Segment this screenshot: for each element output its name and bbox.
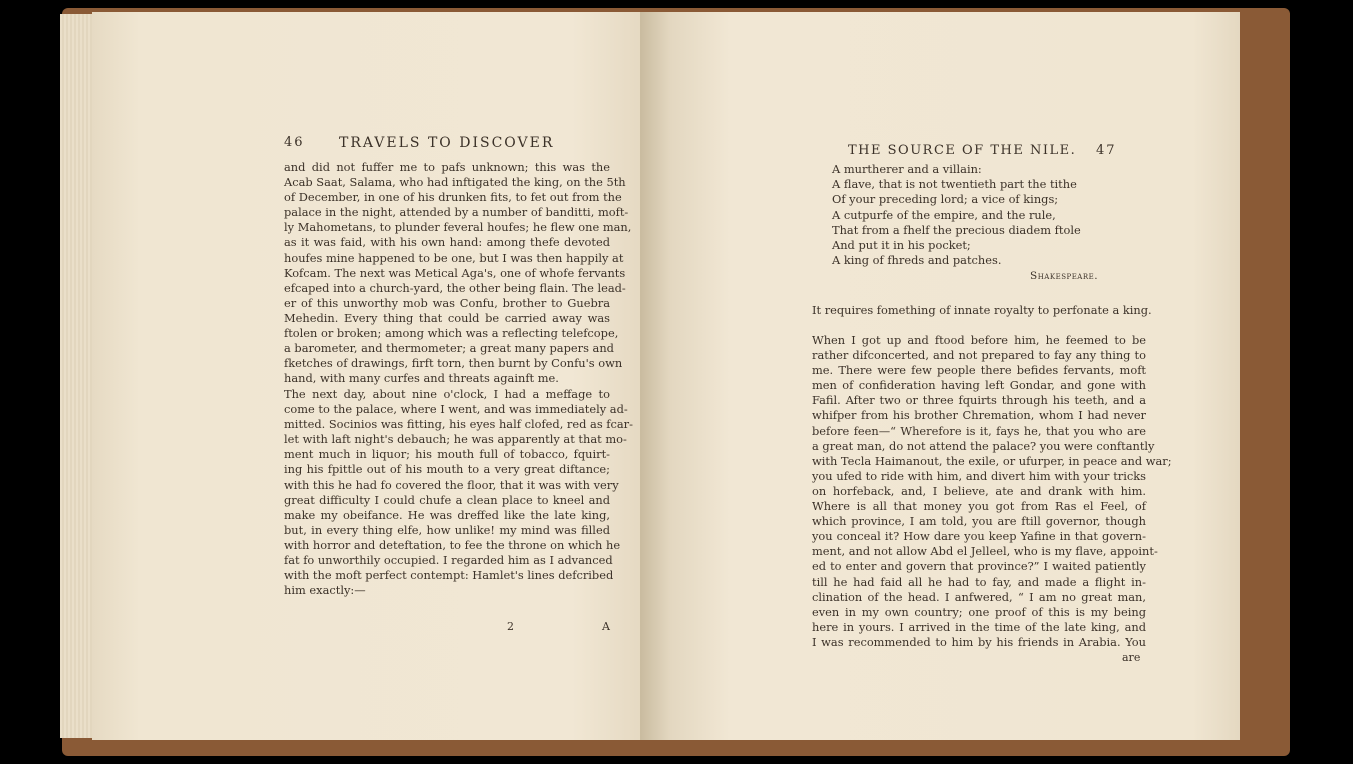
text-line: before feen—“ Wherefore is it, fays he, that you who are [812, 423, 1146, 438]
verse-quotation [832, 162, 1081, 268]
text-line: efcaped into a church-yard, the other being flain. The lead- [284, 280, 626, 295]
text-line: with horror and deteftation, to fee the throne on which he [284, 537, 621, 552]
text-line: houfes mine happened to be one, but I was then happily at [284, 250, 624, 265]
text-line: mitted. Socinios was fitting, his eyes half clofed, red as fcar- [284, 417, 633, 432]
text-line: palace in the night, attended by a number of banditti, moft- [284, 205, 629, 220]
text-line: rather difconcerted, and not prepared to fay any thing to [812, 348, 1146, 363]
text-line: me. There were few people there befides fervants, moft [812, 363, 1146, 378]
text-line: er of this unworthy mob was Confu, brother to Guebra [284, 295, 610, 310]
text-line: great difficulty I could chufe a clean place to kneel and [284, 492, 610, 507]
text-line: Kofcam. The next was Metical Aga's, one of whofe fervants [284, 265, 626, 280]
text-line: It requires fomething of innate royalty to perfonate a king. [812, 303, 1152, 317]
text-line: but, in every thing elfe, how unlike! my mind was filled [284, 522, 610, 537]
text-line: which province, I am told, you are ftill governor, though [812, 514, 1146, 529]
text-line: Fafil. After two or three fquirts through his teeth, and a [812, 393, 1146, 408]
text-line: let with laft night's debauch; he was apparently at that mo- [284, 432, 627, 447]
text-line: whifper from his brother Chremation, whom I had never [812, 408, 1146, 423]
left-paragraph-1 [284, 160, 632, 386]
text-line: make my obeifance. He was dreffed like the late king, [284, 507, 610, 522]
text-line: Mehedin. Every thing that could be carried away was [284, 310, 610, 325]
text-line: and did not fuffer me to pafs unknown; this was the [284, 160, 610, 174]
text-line: here in yours. I arrived in the time of the late king, and [812, 619, 1146, 634]
text-line: ment, and not allow Abd el Jelleel, who is my flave, appoint- [812, 544, 1158, 559]
signature-number: 2 [507, 620, 514, 633]
text-line: with this he had fo covered the floor, that it was with very [284, 477, 619, 492]
left-page [92, 12, 692, 740]
text-line: fat fo unworthily occupied. I regarded him as I advanced [284, 553, 613, 568]
text-line: When I got up and ftood before him, he feemed to be [812, 333, 1146, 347]
text-line: with Tecla Haimanout, the exile, or ufurper, in peace and war; [812, 453, 1172, 468]
royalty-line [812, 303, 1152, 318]
text-line: ftolen or broken; among which was a reflecting telefcope, [284, 326, 619, 341]
text-line: of December, in one of his drunken fits, to fet out from the [284, 190, 622, 205]
text-line: fketches of drawings, firft torn, then burnt by Confu's own [284, 356, 623, 371]
text-line: him exactly:— [284, 583, 366, 598]
left-paragraph-2 [284, 387, 633, 598]
text-line: ly Mahometans, to plunder feveral houfes; he flew one man, [284, 220, 632, 235]
text-line: Where is all that money you got from Ras el Feel, of [812, 499, 1146, 514]
text-line: till he had faid all he had to fay, and made a flight in- [812, 574, 1146, 589]
right-running-title: THE SOURCE OF THE NILE. [848, 143, 1077, 158]
text-line: a great man, do not attend the palace? you were conftantly [812, 438, 1155, 453]
text-line: ment much in liquor; his mouth full of tobacco, fquirt- [284, 447, 610, 462]
signature-letter: A [602, 620, 610, 633]
text-line: you conceal it? How dare you keep Yafine in that govern- [812, 529, 1146, 544]
text-line: I was recommended to him by his friends in Arabia. You [812, 634, 1146, 649]
text-line: on horfeback, and, I believe, ate and drank with him. [812, 483, 1146, 498]
text-line: men of confideration having left Gondar, and gone with [812, 378, 1146, 393]
right-page-number: 47 [1096, 143, 1117, 158]
verse-line: That from a fhelf the precious diadem ftole [832, 222, 1081, 237]
text-line: with the moft perfect contempt: Hamlet's lines defcribed [284, 568, 614, 583]
left-page-number: 46 [284, 135, 305, 150]
verse-line: And put it in his pocket; [832, 238, 971, 253]
text-line: clination of the head. I anfwered, “ I am no great man, [812, 589, 1146, 604]
verse-line: A king of fhreds and patches. [832, 253, 1002, 268]
text-line: Acab Saat, Salama, who had inftigated the king, on the 5th [284, 175, 626, 190]
verse-line: A murtherer and a villain: [832, 162, 982, 176]
text-line: as it was faid, with his own hand: among thefe devoted [284, 235, 610, 250]
right-page [640, 12, 1240, 740]
text-line: hand, with many curfes and threats againft me. [284, 371, 559, 386]
text-line: ing his fpittle out of his mouth to a very great diftance; [284, 462, 610, 477]
text-line: ed to enter and govern that province?” I waited patiently [812, 559, 1146, 574]
text-line: a barometer, and thermometer; a great many papers and [284, 341, 614, 356]
verse-line: Of your preceding lord; a vice of kings; [832, 192, 1059, 207]
verse-line: A cutpurfe of the empire, and the rule, [832, 207, 1056, 222]
text-line: The next day, about nine o'clock, I had a meffage to [284, 387, 610, 401]
page-edges [60, 14, 96, 738]
verse-attribution: Shakespeare. [1030, 270, 1099, 282]
text-line: even in my own country; one proof of this is my being [812, 604, 1146, 619]
verse-line: A flave, that is not twentieth part the tithe [832, 177, 1077, 192]
left-running-title: TRAVELS TO DISCOVER [339, 135, 555, 151]
text-line: you ufed to ride with him, and divert him with your tricks [812, 468, 1146, 483]
right-paragraph [812, 333, 1172, 650]
text-line: come to the palace, where I went, and was immediately ad- [284, 402, 628, 417]
catchword: are [1122, 651, 1141, 664]
